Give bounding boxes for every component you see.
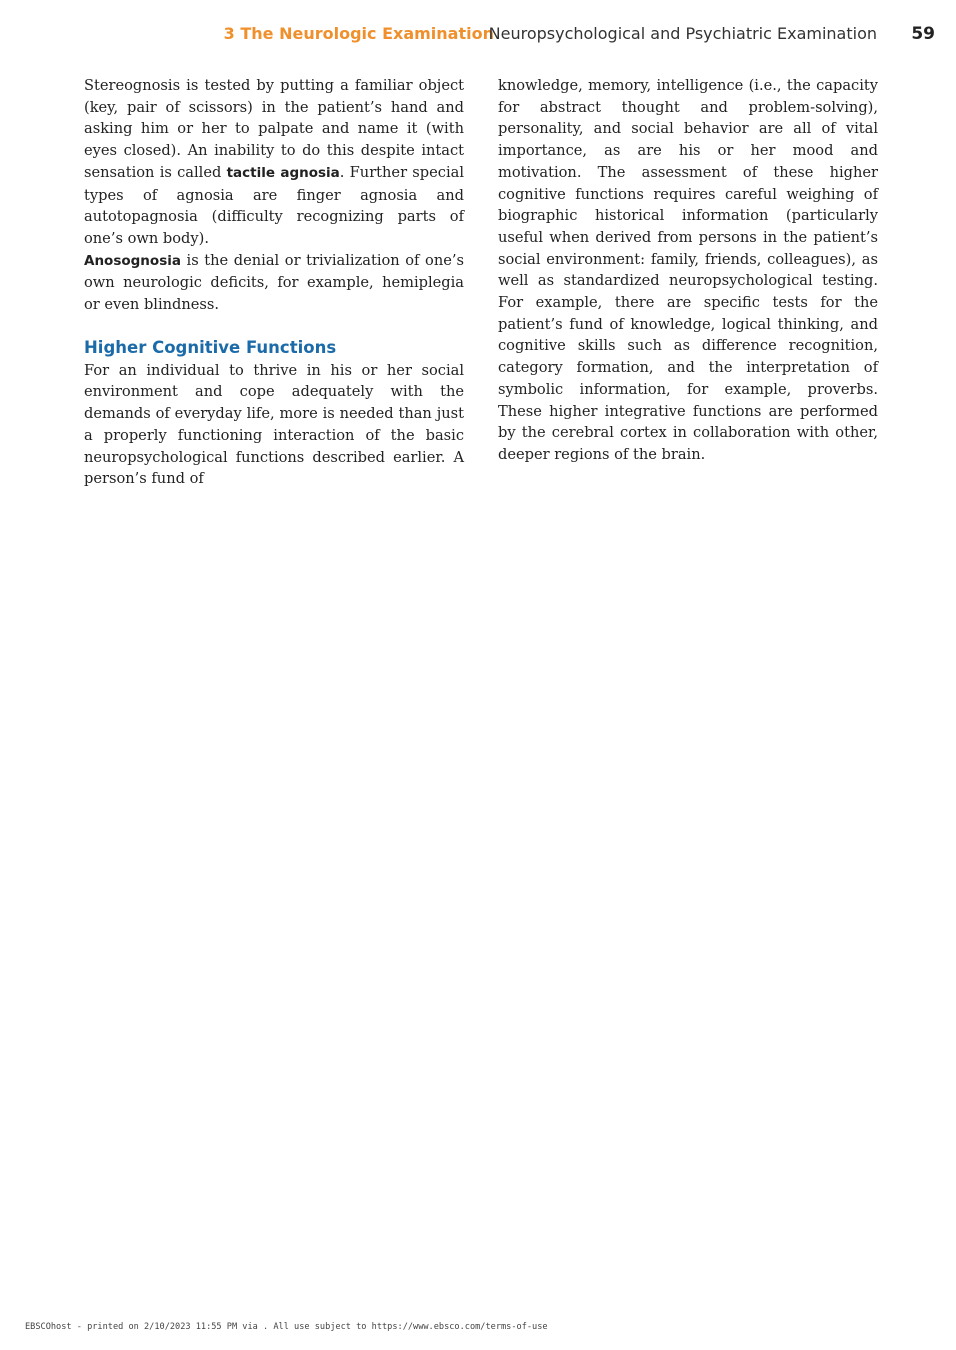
footer-notice: EBSCOhost - printed on 2/10/2023 11:55 PM via . All use subject to https://www.ebsco.com/terms-of-use [25,1322,548,1332]
left-column [84,75,464,490]
running-head [0,24,956,50]
paragraph-anosognosia [84,250,464,316]
paragraph-stereognosis [84,75,464,250]
paragraph-text: is the denial or trivialization of one’s own neurologic deficits, for example, hemiplegia or even blindness. [84,251,464,314]
paragraph-text: Stereognosis is tested by putting a familiar object (key, pair of scissors) in the patient’s hand and asking him or her to palpate and name it (with eyes closed). An inability to do this despite intact sensation is called [84,77,464,181]
page-number: 59 [911,24,935,44]
section-heading: Higher Cognitive Functions [84,337,337,357]
paragraph-higher-cognitive: For an individual to thrive in his or her social environment and cope adequately with the demands of everyday life, more is needed than just a properly functioning interaction of the basic neuropsychological functions described earlier. A person’s fund of [84,361,464,488]
section-title: Neuropsychological and Psychiatric Examination [488,24,877,43]
term-tactile-agnosia: tactile agnosia [226,164,340,181]
right-column [498,75,878,466]
paragraph-continued: knowledge, memory, intelligence (i.e., the capacity for abstract thought and problem-solving), personality, and social behavior are all of vital importance, as are his or her mood and motivation. The assessment of these higher cognitive functions requires careful weighing of biographic historical information (particularly useful when derived from persons in the patient’s social environment: family, friends, colleagues), as well as standardized neuropsychological testing. For example, there are specific tests for the patient’s fund of knowledge, logical thinking, and cognitive skills such as difference recognition, category formation, and the interpretation of symbolic information, for example, proverbs. These higher integrative functions are performed by the cerebral cortex in collaboration with other, deeper regions of the brain. [498,77,878,463]
chapter-title: 3 The Neurologic Examination [223,24,494,43]
paragraph-text: . Further special types of agnosia are finger agnosia and autotopagnosia (difficulty recognizing parts of one’s own body). [84,163,464,247]
term-anosognosia: Anosognosia [84,252,181,269]
